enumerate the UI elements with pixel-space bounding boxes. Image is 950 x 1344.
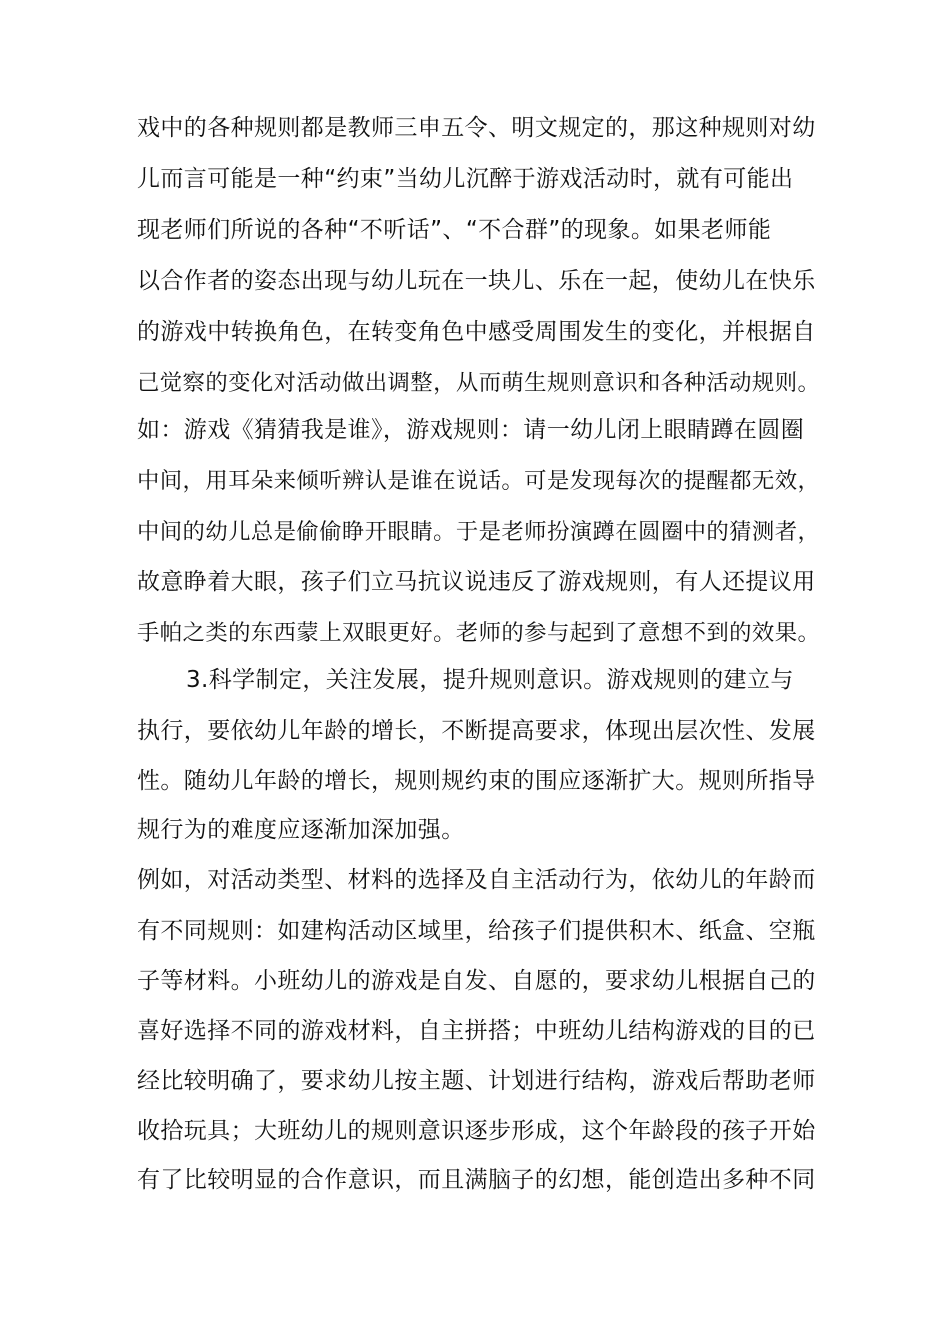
text-line: 经比较明确了，要求幼儿按主题、计划进行结构，游戏后帮助老师 <box>137 1068 816 1094</box>
text-line: 有不同规则：如建构活动区域里，给孩子们提供积木、纸盒、空瓶 <box>137 918 816 944</box>
text-line: 性。随幼儿年龄的增长，规则规约束的围应逐渐扩大。规则所指导 <box>137 768 816 794</box>
text-line: 以合作者的姿态出现与幼儿玩在一块儿、乐在一起，使幼儿在快乐 <box>137 268 816 294</box>
text-line: 中间，用耳朵来倾听辨认是谁在说话。可是发现每次的提醒都无效， <box>137 468 821 494</box>
section-heading-line: 3.科学制定，关注发展，提升规则意识。游戏规则的建立与 <box>186 667 794 693</box>
text-line: 故意睁着大眼，孩子们立马抗议说违反了游戏规则，有人还提议用 <box>137 569 816 595</box>
text-line: 的游戏中转换角色，在转变角色中感受周围发生的变化，并根据自 <box>137 319 816 345</box>
text-line: 喜好选择不同的游戏材料，自主拼搭；中班幼儿结构游戏的目的已 <box>137 1018 816 1044</box>
text-line: 规行为的难度应逐渐加深加强。 <box>137 817 465 843</box>
text-line: 中间的幼儿总是偷偷睁开眼睛。于是老师扮演蹲在圆圈中的猜测者， <box>137 519 821 545</box>
text-line: 己觉察的变化对活动做出调整，从而萌生规则意识和各种活动规则。 <box>137 370 821 396</box>
text-line: 子等材料。小班幼儿的游戏是自发、自愿的，要求幼儿根据自己的 <box>137 968 816 994</box>
text-line: 执行，要依幼儿年龄的增长，不断提高要求，体现出层次性、发展 <box>137 718 816 744</box>
text-line: 现老师们所说的各种“不听话”、“不合群”的现象。如果老师能 <box>137 217 772 243</box>
text-line: 收拾玩具；大班幼儿的规则意识逐步形成，这个年龄段的孩子开始 <box>137 1118 816 1144</box>
text-line: 戏中的各种规则都是教师三申五令、明文规定的，那这种规则对幼 <box>137 115 816 141</box>
text-line: 手帕之类的东西蒙上双眼更好。老师的参与起到了意想不到的效果。 <box>137 620 821 646</box>
text-line: 有了比较明显的合作意识，而且满脑子的幻想，能创造出多种不同 <box>137 1167 816 1193</box>
text-line: 例如，对活动类型、材料的选择及自主活动行为，依幼儿的年龄而 <box>137 867 816 893</box>
text-line: 儿而言可能是一种“约束”当幼儿沉醉于游戏活动时，就有可能出 <box>137 166 794 192</box>
text-line: 如：游戏《猜猜我是谁》，游戏规则：请一幼儿闭上眼睛蹲在圆圈 <box>137 417 805 443</box>
